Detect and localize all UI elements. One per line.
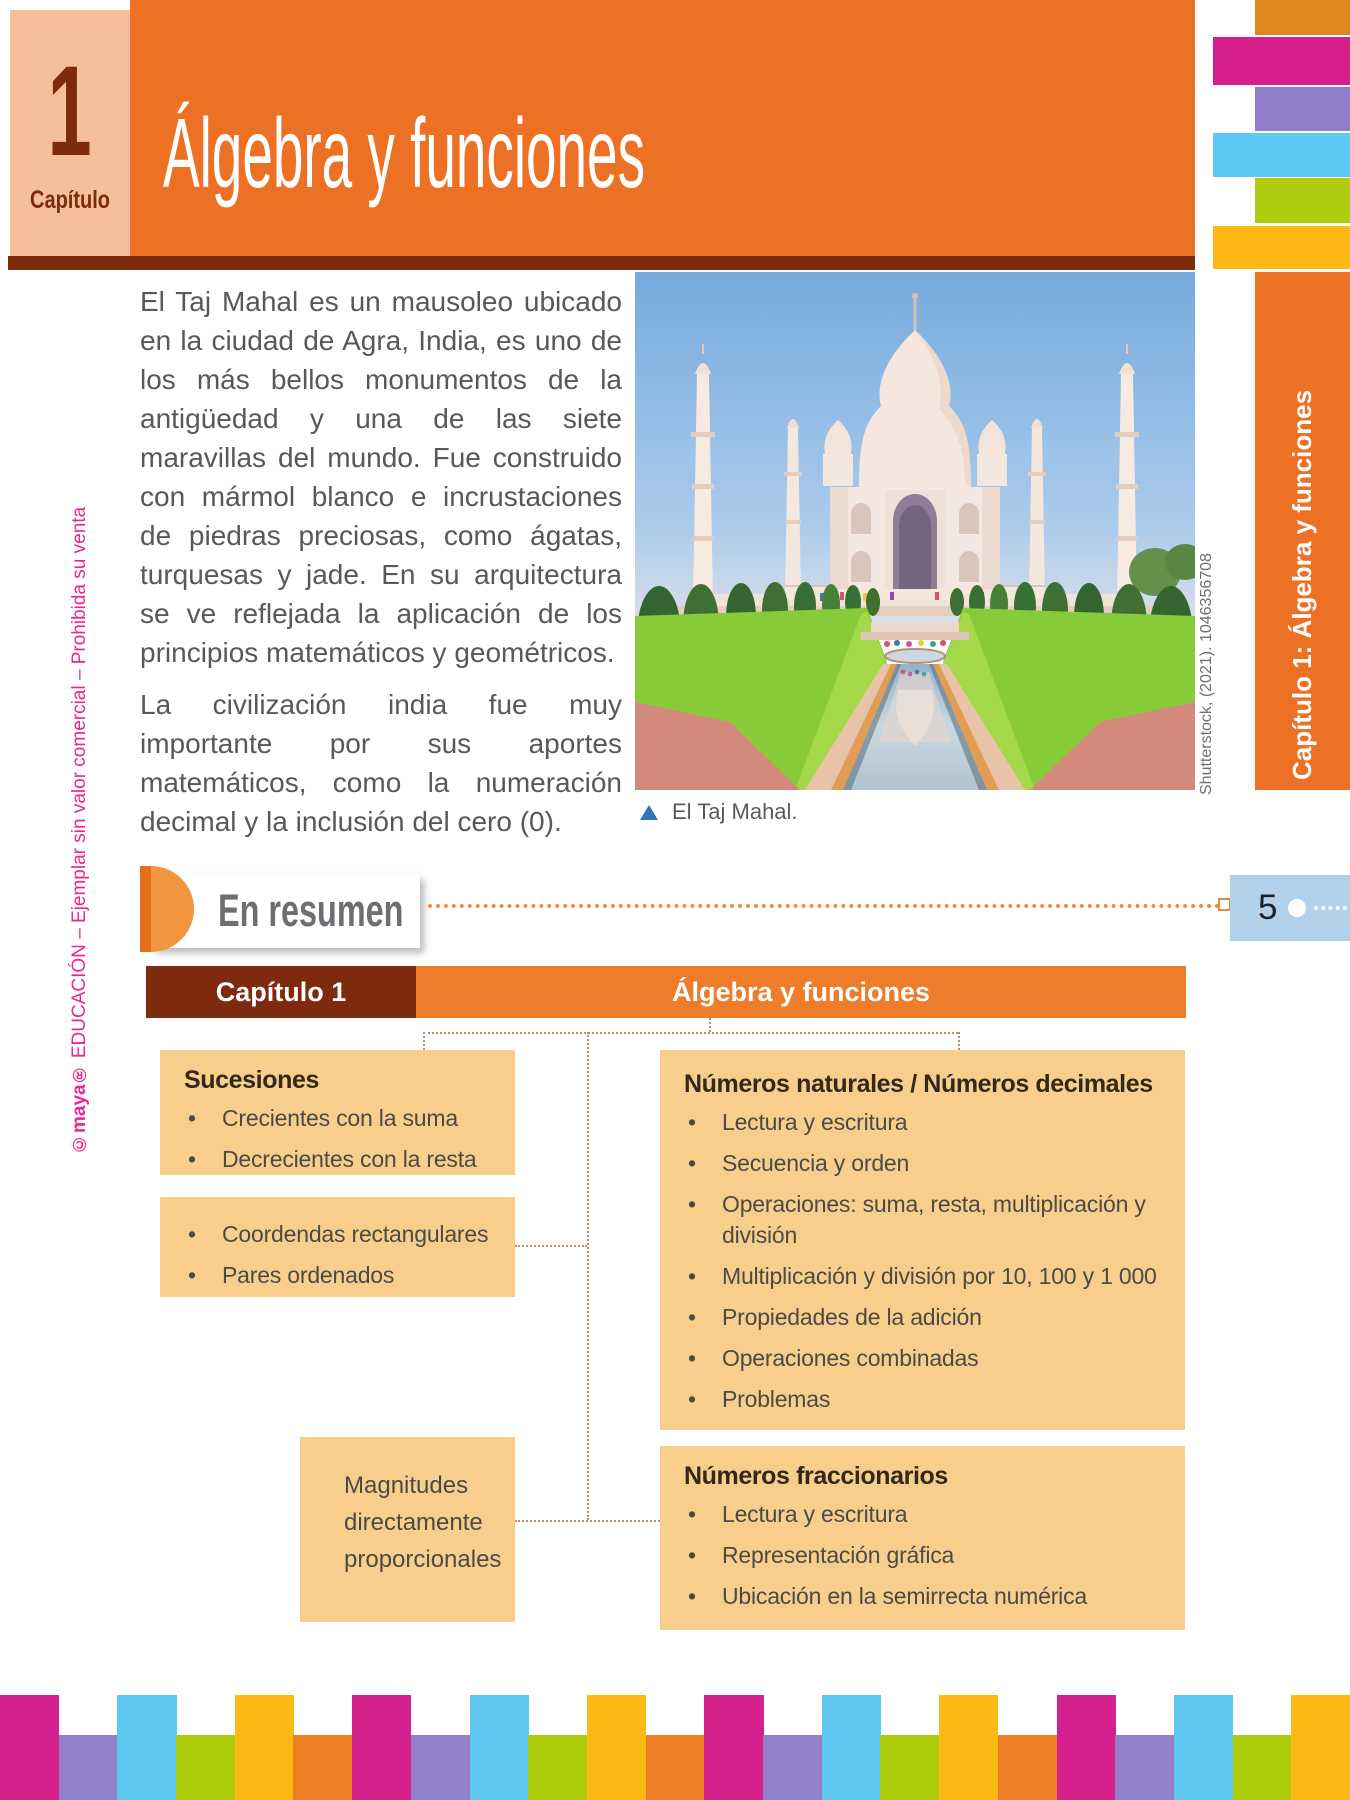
map-header-title bbox=[416, 966, 1186, 1018]
footer-stripe bbox=[704, 1695, 763, 1800]
list-item: • Lectura y escritura bbox=[688, 1109, 908, 1135]
summary-box-magnitudes bbox=[300, 1437, 515, 1622]
list-item: • Lectura y escritura bbox=[688, 1501, 908, 1527]
list-item: • Decrecientes con la resta bbox=[188, 1146, 477, 1173]
side-rail-label: Capítulo 1: Álgebra y funciones bbox=[1287, 389, 1317, 780]
caption-text: El Taj Mahal. bbox=[672, 799, 798, 824]
box-text: Magnitudes directamente proporcionales bbox=[344, 1472, 502, 1574]
page-number: 5 bbox=[1258, 888, 1278, 927]
badge-dot-icon bbox=[1288, 899, 1306, 917]
taj-mahal-photo bbox=[635, 272, 1195, 790]
intro-text bbox=[140, 282, 622, 854]
list-item: • Coordendas rectangulares bbox=[188, 1221, 489, 1247]
footer-stripe bbox=[117, 1695, 176, 1800]
footer-stripe bbox=[763, 1735, 822, 1800]
footer-stripe bbox=[822, 1695, 881, 1800]
tab-yellow bbox=[1213, 226, 1350, 269]
list-item: • Crecientes con la suma bbox=[188, 1105, 458, 1131]
tab-orange bbox=[1255, 0, 1350, 35]
tab-purple bbox=[1255, 87, 1350, 131]
chapter-side-rail bbox=[1255, 272, 1350, 790]
footer-stripe bbox=[411, 1735, 470, 1800]
connector-line bbox=[709, 1018, 711, 1032]
map-header-chapter-label: Capítulo 1 bbox=[215, 976, 347, 1007]
summary-box-fraccionarios bbox=[660, 1446, 1185, 1630]
box-title: Sucesiones bbox=[184, 1066, 319, 1094]
footer-stripe bbox=[1115, 1735, 1174, 1800]
connector-line bbox=[958, 1032, 960, 1050]
map-header-title-label: Álgebra y funciones bbox=[671, 976, 931, 1007]
summary-box-coordenadas bbox=[160, 1197, 515, 1297]
tab-blue bbox=[1213, 133, 1350, 177]
connector-line bbox=[587, 1032, 589, 1520]
footer-stripe bbox=[1291, 1695, 1350, 1800]
list-item: • Problemas bbox=[688, 1386, 831, 1413]
footer-stripe bbox=[880, 1735, 939, 1800]
summary-dotted-rule bbox=[428, 904, 1220, 908]
badge-dotted-line bbox=[1314, 906, 1350, 910]
summary-box-naturales bbox=[660, 1050, 1185, 1430]
footer-stripe bbox=[939, 1695, 998, 1800]
connector-line bbox=[515, 1520, 660, 1522]
chapter-label: Capítulo bbox=[30, 186, 110, 214]
intro-paragraph-1: El Taj Mahal es un mausoleo ubicado en la ciudad de Agra, India, es uno de los más bellos monumentos de la antigüedad y una de las siete maravillas del mundo. Fue construido con mármol blanco e incrustaciones de piedras preciosas, como ágatas, turquesas y jade. En su arquitectura se ve reflejada la aplicación de los principios matemáticos y geométricos. bbox=[140, 286, 622, 668]
footer-stripe bbox=[293, 1735, 352, 1800]
summary-box-sucesiones bbox=[160, 1050, 515, 1175]
list-item: • Multiplicación y división por 10, 100 y 1 000 bbox=[688, 1263, 1157, 1290]
chapter-number: 1 bbox=[47, 40, 93, 183]
publisher-notice: EDUCACIÓN – Ejemplar sin valor comercial – Prohibida su venta bbox=[69, 506, 90, 1063]
list-item: • Pares ordenados bbox=[188, 1262, 395, 1289]
footer-stripe bbox=[1233, 1735, 1292, 1800]
tab-magenta bbox=[1213, 37, 1350, 85]
publisher-brand: ©maya® bbox=[69, 1062, 90, 1154]
map-header-chapter bbox=[146, 966, 416, 1018]
publisher-watermark bbox=[62, 470, 98, 1190]
box-title: Números naturales / Números decimales bbox=[684, 1070, 1153, 1098]
footer-stripe bbox=[59, 1735, 118, 1800]
connector-line bbox=[423, 1032, 425, 1050]
list-item: • Ubicación en la semirrecta numérica bbox=[688, 1583, 1087, 1610]
list-item: • Operaciones: suma, resta, multiplicación y división bbox=[688, 1191, 1146, 1249]
summary-heading: En resumen bbox=[218, 885, 404, 936]
intro-paragraph-2: La civilización india fue muy importante por sus aportes matemáticos, como la numeración decimal y la inclusión del cero (0). bbox=[140, 689, 622, 837]
list-item: • Operaciones combinadas bbox=[688, 1345, 979, 1372]
footer-stripe bbox=[587, 1695, 646, 1800]
chapter-number-box bbox=[10, 10, 130, 256]
connector-line bbox=[515, 1245, 587, 1247]
list-item: • Propiedades de la adición bbox=[688, 1304, 982, 1331]
footer-stripe bbox=[998, 1735, 1057, 1800]
footer-stripe bbox=[646, 1735, 705, 1800]
footer-stripe bbox=[528, 1735, 587, 1800]
photo-credit: Shutterstock, (2021). 1046356708 bbox=[1198, 553, 1215, 795]
tab-green bbox=[1255, 178, 1350, 223]
footer-stripe bbox=[1174, 1695, 1233, 1800]
page-title: Álgebra y funciones bbox=[163, 98, 646, 208]
connector-line bbox=[423, 1032, 958, 1034]
page-number-badge bbox=[1230, 875, 1350, 941]
photo-caption bbox=[640, 799, 798, 825]
taj-mahal-illustration bbox=[635, 272, 1195, 790]
footer-stripe bbox=[0, 1695, 59, 1800]
header-divider bbox=[8, 256, 1195, 270]
box-title: Números fraccionarios bbox=[684, 1462, 948, 1490]
footer-stripe bbox=[352, 1695, 411, 1800]
caption-triangle-icon bbox=[640, 805, 658, 820]
footer-stripe bbox=[235, 1695, 294, 1800]
footer-stripe bbox=[470, 1695, 529, 1800]
footer-stripe bbox=[1057, 1695, 1116, 1800]
footer-stripe bbox=[176, 1735, 235, 1800]
list-item: • Secuencia y orden bbox=[688, 1150, 910, 1177]
list-item: • Representación gráfica bbox=[688, 1542, 955, 1569]
